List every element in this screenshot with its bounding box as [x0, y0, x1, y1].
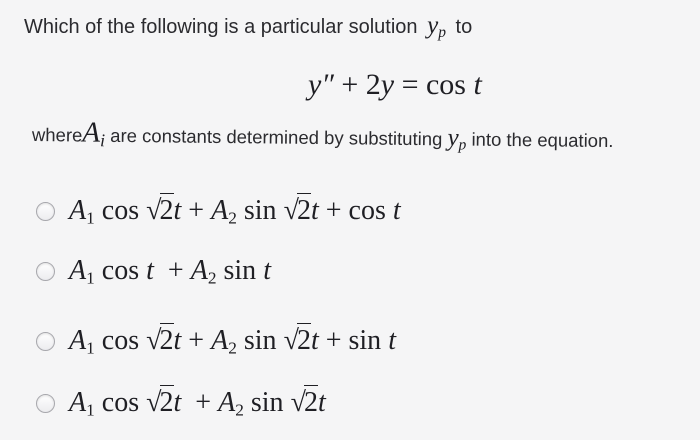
- sqrt-symbol: √2: [146, 325, 174, 356]
- question-text: [24, 12, 472, 40]
- radio-button[interactable]: [36, 262, 55, 281]
- answer-option-1[interactable]: [36, 190, 401, 232]
- sqrt-symbol: √2: [283, 195, 311, 226]
- question-tail: to: [455, 16, 473, 38]
- radio-button[interactable]: [36, 332, 55, 351]
- eq-lhs: y″: [308, 68, 334, 101]
- sqrt-symbol: √2: [146, 195, 174, 226]
- radio-button[interactable]: [36, 202, 55, 221]
- question-lead: Which of the following is a particular solution: [24, 16, 418, 38]
- sqrt-symbol: √2: [290, 387, 318, 418]
- sqrt-symbol: √2: [283, 325, 311, 356]
- answer-option-4[interactable]: [36, 382, 326, 424]
- radio-button[interactable]: [36, 394, 55, 413]
- where-word: where: [31, 124, 83, 146]
- option-label: $A_1$ $\cos √2t + A_2$ sin √2t + cos t: [69, 195, 401, 228]
- option-label: $A_1$ $\cos √2t + A_2$ sin √2t: [69, 387, 326, 420]
- option-label: $A_1$ $\cos t + A_2$ sin t: [69, 255, 271, 288]
- answer-option-2[interactable]: [36, 250, 271, 292]
- yp-symbol-2: $y_p$: [447, 124, 467, 154]
- eq-plus: + 2: [341, 68, 381, 101]
- eq-var: y: [380, 68, 395, 101]
- where-end: into the equation.: [471, 128, 614, 152]
- differential-equation: [308, 68, 482, 102]
- ai-symbol: $A_i$: [82, 116, 106, 151]
- eq-rhs-var: t: [473, 68, 482, 101]
- eq-rhs-fn: = cos: [401, 68, 466, 101]
- option-label: $A_1$ $\cos √2t + A_2$ sin √2t + sin t: [69, 325, 396, 358]
- yp-symbol: $y_p$: [427, 12, 446, 41]
- where-clause: [32, 116, 614, 155]
- answer-option-3[interactable]: [36, 320, 396, 362]
- sqrt-symbol: √2: [146, 387, 174, 418]
- where-middle: are constants determined by substituting: [110, 124, 443, 150]
